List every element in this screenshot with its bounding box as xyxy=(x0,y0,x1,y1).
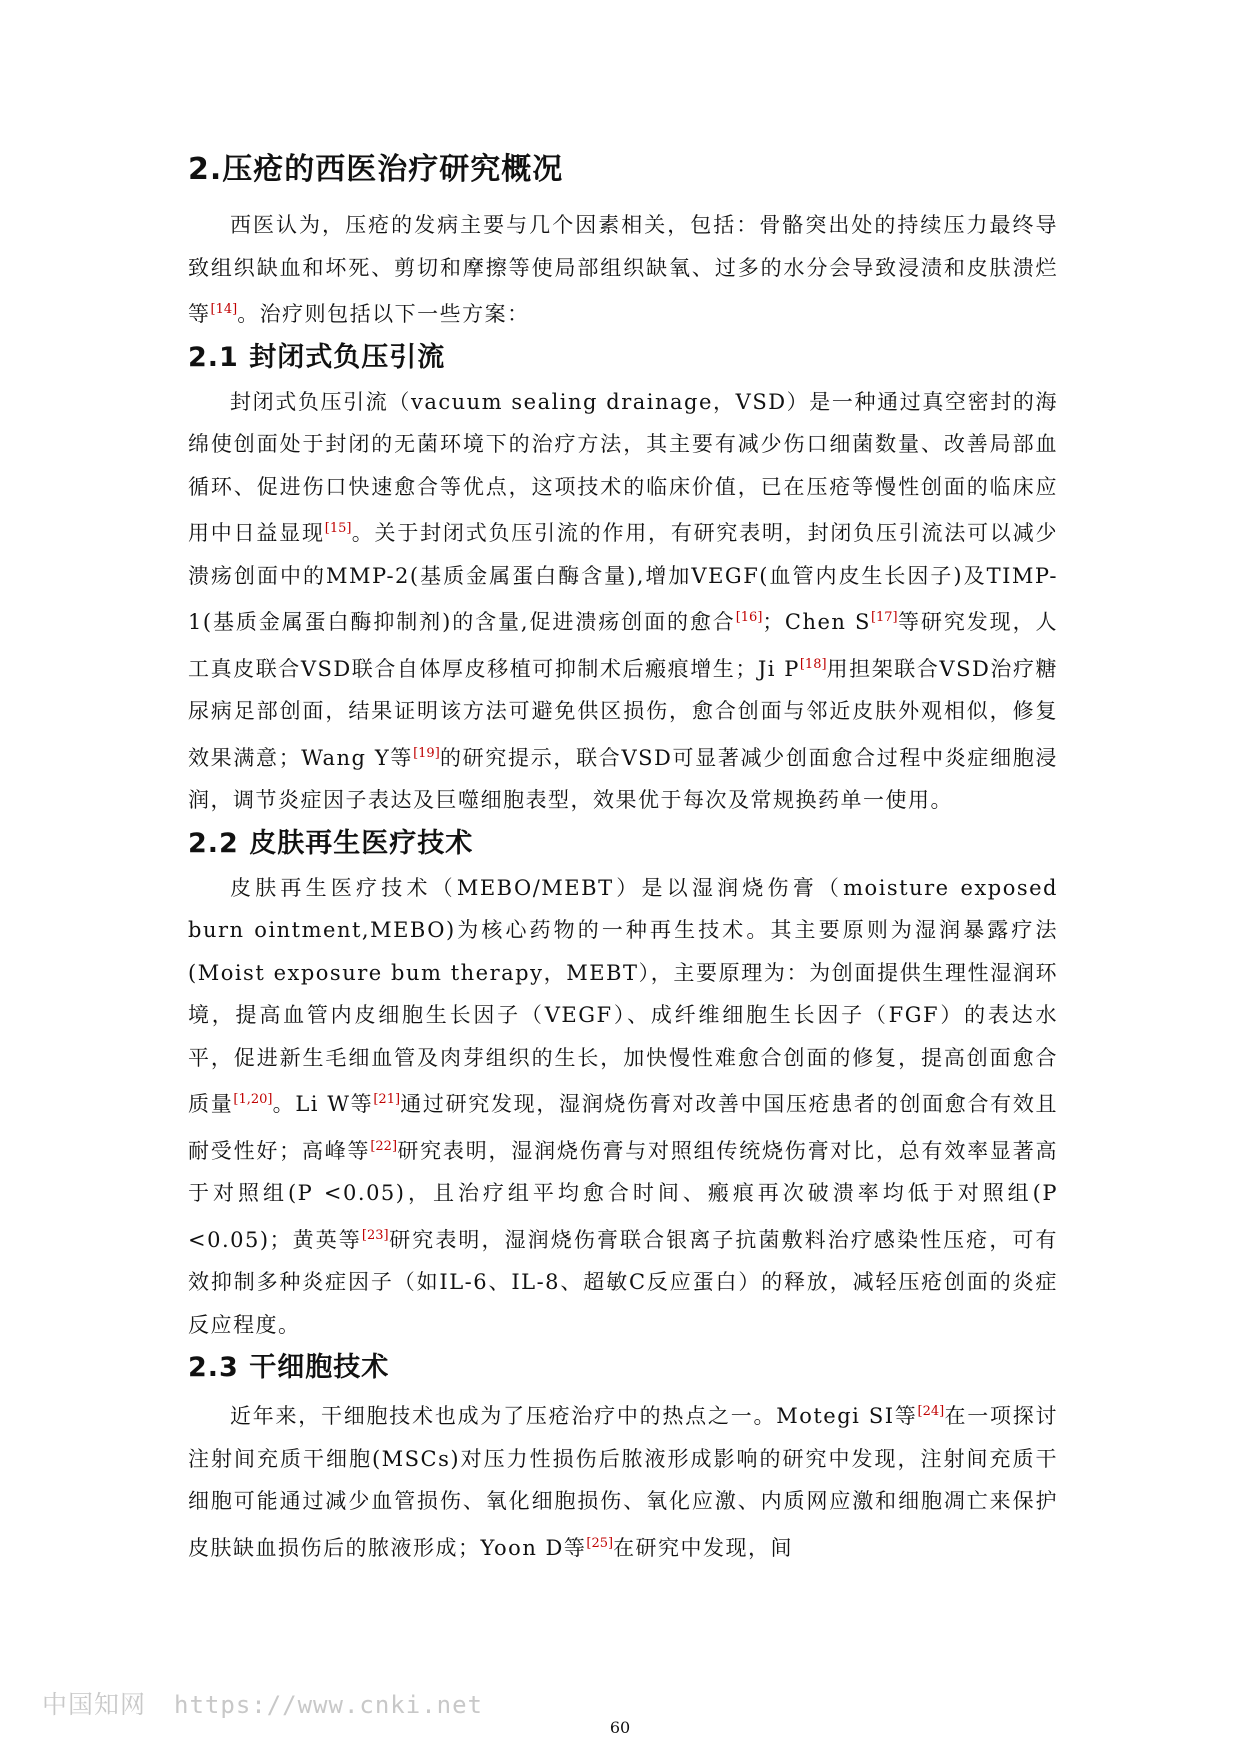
subsection-paragraph-2-2 xyxy=(188,867,1058,1347)
text-run: 研究表明，湿润烧伤膏联合银离子抗菌敷料治疗感染性压疮，可有效抑制多种炎症因子（如IL-6、IL-8、超敏C反应蛋白）的释放，减轻压疮创面的炎症反应程度。 xyxy=(188,1227,1059,1337)
citation-21[interactable]: [21] xyxy=(373,1092,401,1107)
citation-25[interactable]: [25] xyxy=(586,1535,614,1551)
citation-19[interactable]: [19] xyxy=(413,745,440,761)
page-number: 60 xyxy=(609,1718,631,1737)
subsection-paragraph-2-3 xyxy=(188,1391,1058,1569)
watermark-url[interactable]: https://www.cnki.net xyxy=(174,1691,483,1719)
page-content xyxy=(188,150,1058,1569)
citation-17[interactable]: [17] xyxy=(870,610,898,625)
section-intro-paragraph xyxy=(188,204,1058,336)
text-run: 的研究提示，联合VSD可显著减少创面愈合过程中炎症细胞浸润，调节炎症因子表达及巨噬细胞表型，效果优于每次及常规换药单一使用。 xyxy=(188,745,1058,812)
text-run: ；Chen S xyxy=(762,610,871,634)
text-run: 西医认为，压疮的发病主要与几个因素相关，包括：骨骼突出处的持续压力最终导致组织缺血和坏死、剪切和摩擦等使局部组织缺氧、过多的水分会导致浸渍和皮肤溃烂等 xyxy=(188,213,1058,326)
text-run: 在一项探讨注射间充质干细胞(MSCs)对压力性损伤后脓液形成影响的研究中发现，注射间充质干细胞可能通过减少血管损伤、氧化细胞损伤、氧化应激、内质网应激和细胞凋亡来保护皮肤缺血损伤后的脓液形成；Yoon D等 xyxy=(188,1404,1058,1560)
citation-18[interactable]: [18] xyxy=(799,656,827,672)
text-run: 。关于封闭式负压引流的作用，有研究表明，封闭负压引流法可以减少溃疡创面中的MMP-2(基质金属蛋白酶含量),增加VEGF(血管内皮生长因子)及TIMP-1(基质金属蛋白酶抑制剂)的含量,促进溃疡创面的愈合 xyxy=(188,521,1059,634)
citation-14[interactable]: [14] xyxy=(210,302,238,317)
citation-1-20[interactable]: [1,20] xyxy=(233,1092,273,1107)
cnki-watermark xyxy=(42,1685,483,1721)
citation-24[interactable]: [24] xyxy=(917,1404,945,1419)
text-run: 用担架联合VSD治疗糖尿病足部创面，结果证明该方法可避免供区损伤，愈合创面与邻近皮肤外观相似，修复效果满意；Wang Y等 xyxy=(188,656,1059,770)
subsection-title-2-2: 2.2 皮肤再生医疗技术 xyxy=(188,827,474,859)
subsection-paragraph-2-1 xyxy=(188,381,1058,822)
text-run: 在研究中发现，间 xyxy=(613,1535,794,1560)
text-run: 等研究发现，人工真皮联合VSD联合自体厚皮移植可抑制术后瘢痕增生；Ji P xyxy=(188,610,1059,681)
section-title: 2.压疮的西医治疗研究概况 xyxy=(188,152,564,187)
text-run: 通过研究发现，湿润烧伤膏对改善中国压疮患者的创面愈合有效且耐受性好；高峰等 xyxy=(188,1092,1059,1163)
text-run: 。治疗则包括以下一些方案： xyxy=(237,302,530,326)
text-run: 。Li W等 xyxy=(272,1092,374,1116)
subsection-title-2-3: 2.3 干细胞技术 xyxy=(188,1352,390,1383)
text-run: 皮肤再生医疗技术（MEBO/MEBT）是以湿润烧伤膏（moisture exposed burn ointment,MEBO)为核心药物的一种再生技术。其主要原则为湿润暴露疗法(Moist exposure bum therapy，MEBT），主要原理为：为创面提供生理性湿润环境，提高血管内皮细胞生长因子（VEGF）、成纤维细胞生长因子（FGF）的表达水平，促进新生毛细血管及肉芽组织的生长，加快慢性难愈合创面的修复，提高创面愈合质量 xyxy=(188,875,1058,1116)
watermark-brand: 中国知网 xyxy=(42,1690,147,1719)
text-run: 近年来，干细胞技术也成为了压疮治疗中的热点之一。Motegi SI等 xyxy=(230,1404,918,1428)
citation-15[interactable]: [15] xyxy=(324,521,352,536)
subsection-title-2-1: 2.1 封闭式负压引流 xyxy=(188,341,446,373)
text-run: 封闭式负压引流（vacuum sealing drainage，VSD）是一种通过真空密封的海绵使创面处于封闭的无菌环境下的治疗方法，其主要有减少伤口细菌数量、改善局部血循环、促进伤口快速愈合等优点，这项技术的临床价值，已在压疮等慢性创面的临床应用中日益显现 xyxy=(188,389,1058,545)
text-run: 研究表明，湿润烧伤膏与对照组传统烧伤膏对比，总有效率显著高于对照组(P <0.05)，且治疗组平均愈合时间、瘢痕再次破溃率均低于对照组(P <0.05)；黄英等 xyxy=(188,1138,1059,1252)
citation-16[interactable]: [16] xyxy=(735,610,763,625)
citation-22[interactable]: [22] xyxy=(370,1138,398,1154)
citation-23[interactable]: [23] xyxy=(361,1227,389,1243)
